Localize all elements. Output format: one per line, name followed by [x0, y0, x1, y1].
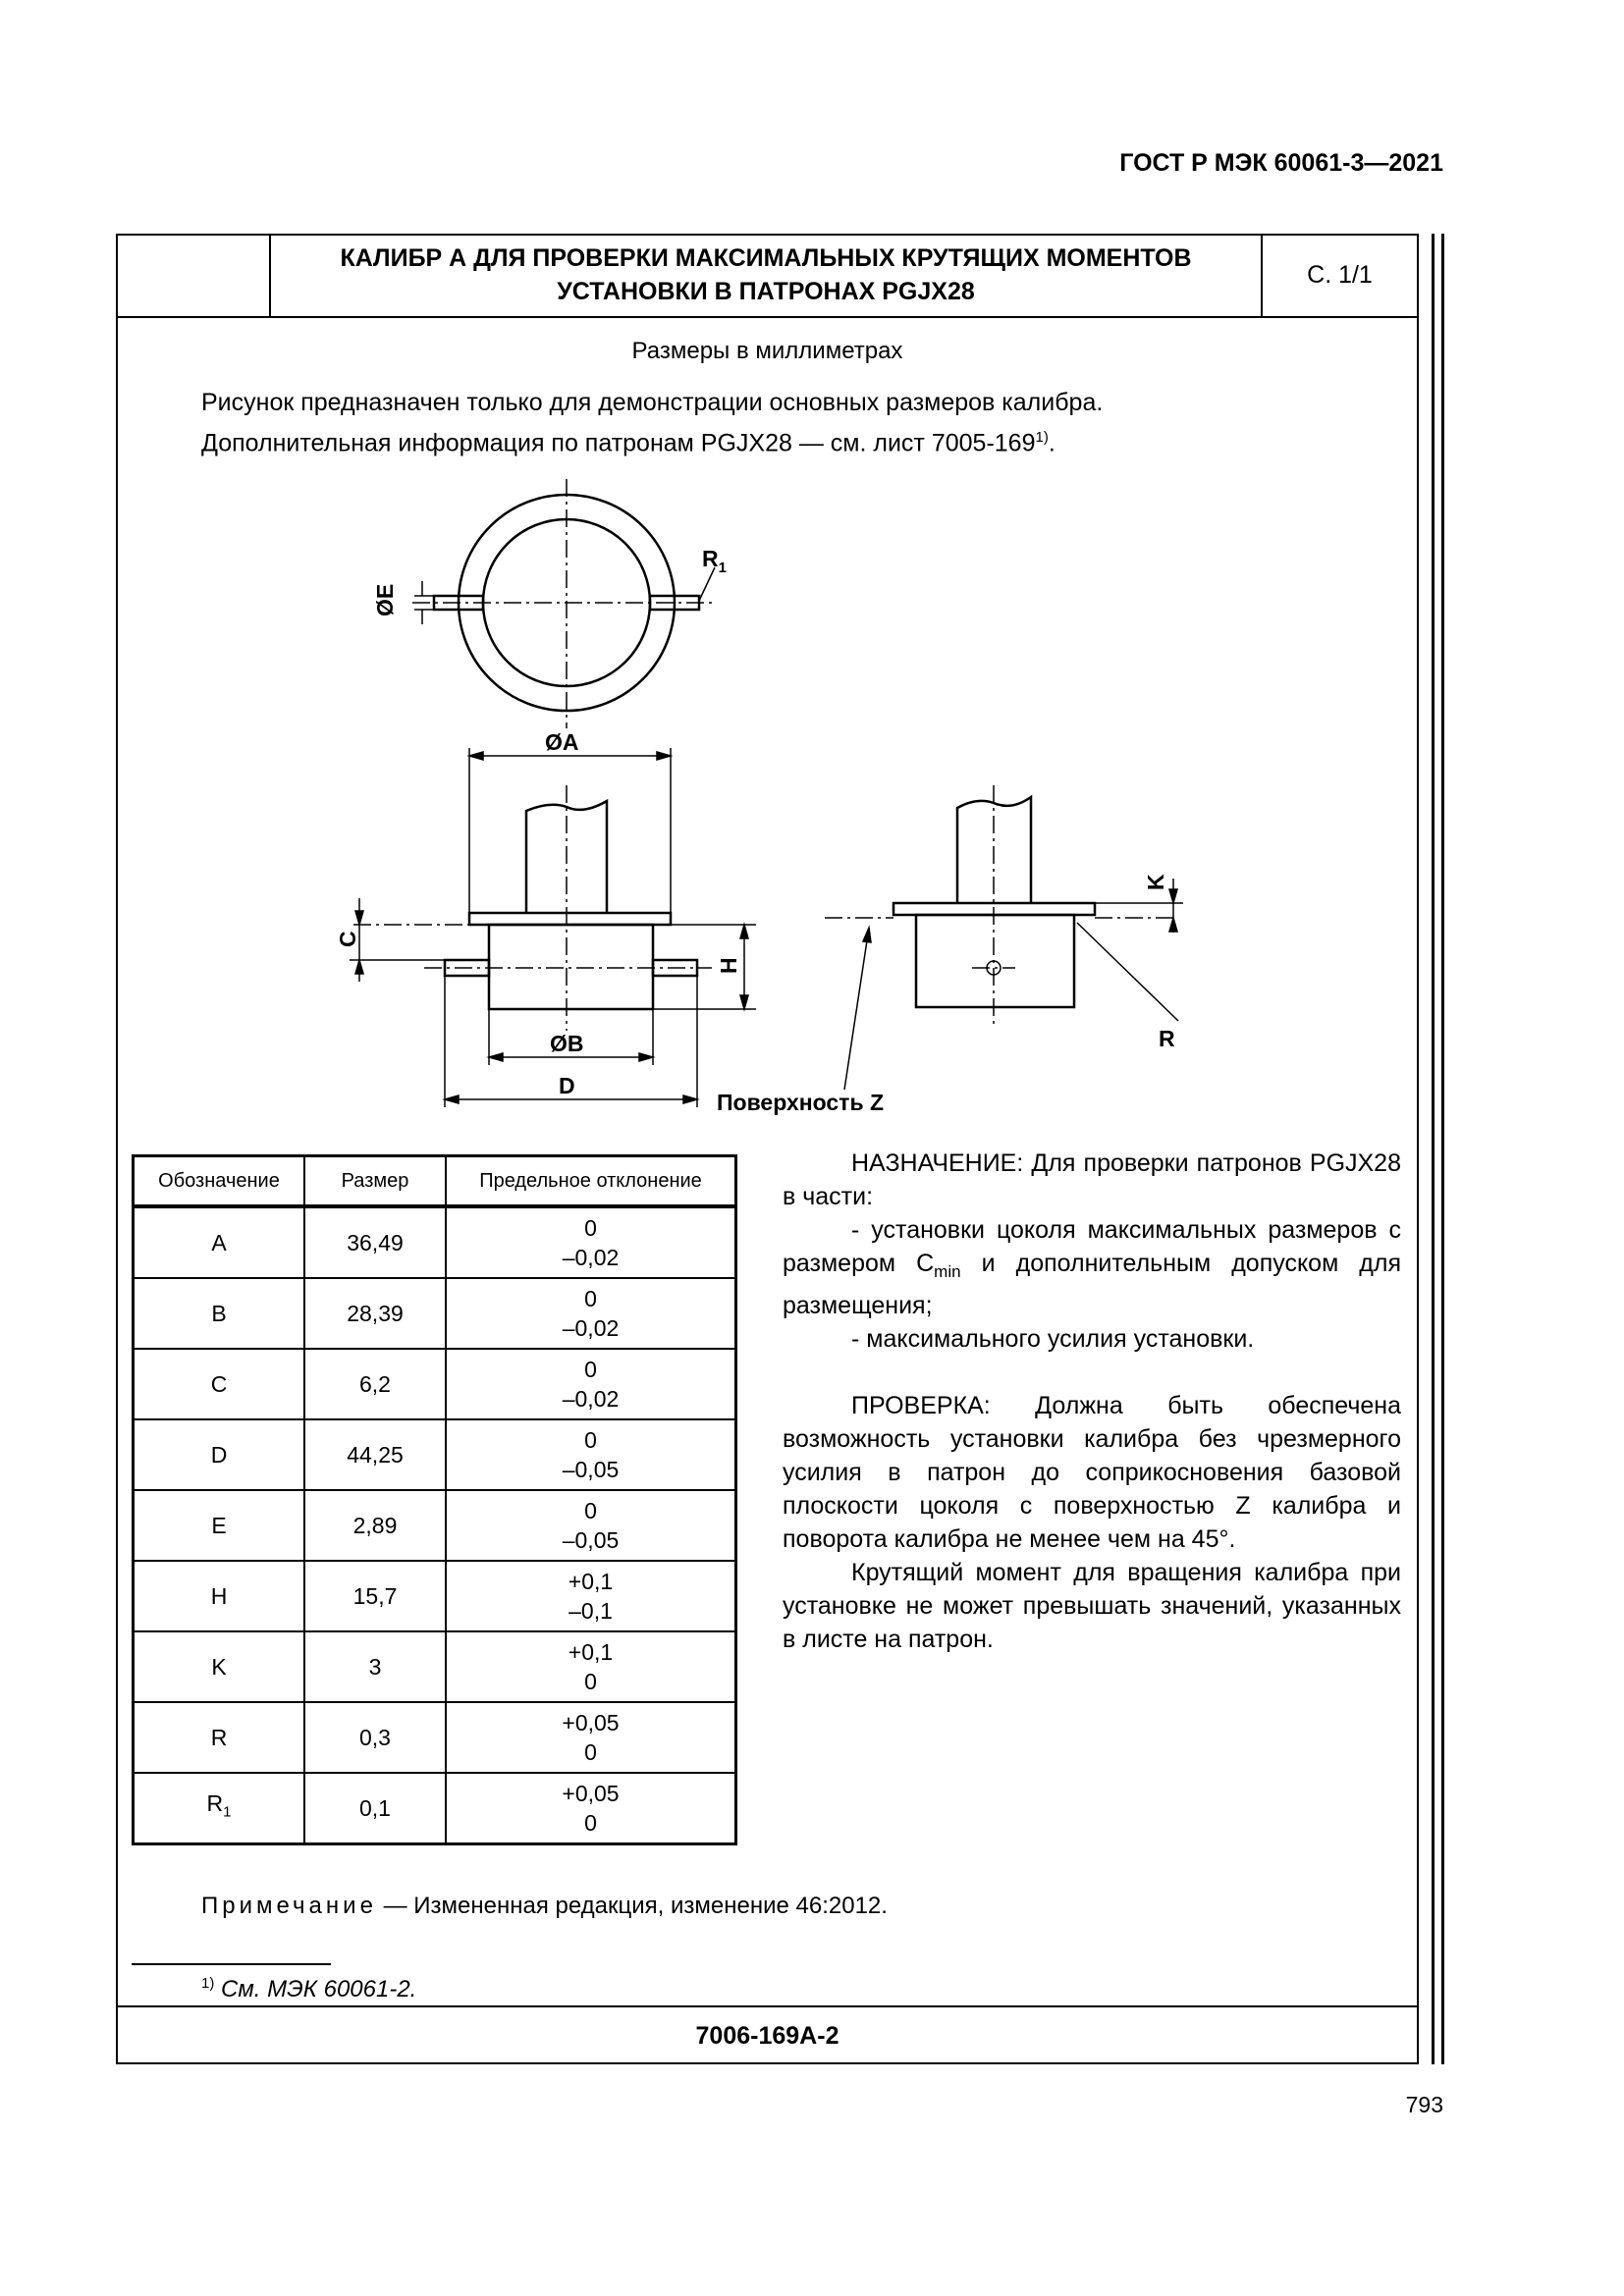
purpose-and-check-text — [783, 1147, 1401, 1656]
cell-deviation: +0,05 0 — [446, 1702, 736, 1773]
title-line-1: КАЛИБР А ДЛЯ ПРОВЕРКИ МАКСИМАЛЬНЫХ КРУТЯЩИХ МОМЕНТОВ — [340, 244, 1192, 272]
header-symbol: Обозначение — [134, 1156, 305, 1207]
cell-symbol: A — [134, 1206, 305, 1278]
cell-symbol: E — [134, 1490, 305, 1561]
gauge-drawing — [0, 0, 1624, 1139]
label-surface-z: Поверхность Z — [717, 1090, 885, 1115]
standard-header: ГОСТ Р МЭК 60061-3—2021 — [1119, 149, 1443, 177]
cell-size: 36,49 — [304, 1206, 446, 1278]
cell-size: 3 — [304, 1631, 446, 1702]
label-r1: $R_1$ — [702, 546, 727, 576]
body — [489, 925, 653, 1009]
cell-symbol: R — [134, 1702, 305, 1773]
cell-deviation: +0,1 0 — [446, 1631, 736, 1702]
check-paragraph: ПРОВЕРКА: Должна быть обеспечена возможность установки калибра без чрезмерного усилия в патрон до соприкосновения базовой плоскости цоколя с поверхностью Z калибра и поворота калибра не менее чем на 45°. — [783, 1392, 1401, 1553]
label-c: C — [335, 931, 360, 947]
footnote: $^{1)}$ См. МЭК 60061-2. — [201, 1975, 417, 2002]
title-line-2: УСТАНОВКИ В ПАТРОНАХ PGJX28 — [557, 278, 975, 305]
label-dia-b: ØB — [550, 1031, 584, 1056]
label-d: D — [559, 1073, 575, 1098]
label-dia-a: ØA — [545, 729, 579, 755]
cell-symbol: C — [134, 1349, 305, 1419]
flange-top — [469, 913, 671, 925]
table-row — [134, 1349, 736, 1419]
sheet-code: 7006-169A-2 — [116, 2005, 1419, 2064]
cell-symbol: K — [134, 1631, 305, 1702]
table-header-row — [134, 1156, 736, 1207]
table-row — [134, 1631, 736, 1702]
table-row — [134, 1773, 736, 1844]
cell-symbol: B — [134, 1278, 305, 1349]
purpose-item-1: - установки цоколя максимальных размеров с размером $C_{min}$ и дополнительным допуском для размещения; — [783, 1216, 1402, 1319]
cell-symbol: D — [134, 1419, 305, 1490]
cell-size: 2,89 — [304, 1490, 446, 1561]
torque-paragraph: Крутящий момент для вращения калибра при установке не может превышать значений, указанных в листе на патрон. — [783, 1559, 1401, 1653]
table-row — [134, 1490, 736, 1561]
label-dia-e: ØE — [372, 583, 398, 616]
cell-size: 15,7 — [304, 1561, 446, 1631]
purpose-paragraph: НАЗНАЧЕНИЕ: Для проверки патронов PGJX28 в части: — [783, 1149, 1401, 1210]
table-row — [134, 1206, 736, 1278]
cell-deviation: 0 –0,05 — [446, 1490, 736, 1561]
intro-line-2: Дополнительная информация по патронам PGJX28 — см. лист 7005-169$^{1)}$. — [201, 429, 1056, 457]
dimensions-table — [132, 1154, 737, 1845]
cell-size: 28,39 — [304, 1278, 446, 1349]
label-r: R — [1159, 1026, 1175, 1051]
cell-size: 44,25 — [304, 1419, 446, 1490]
label-k: K — [1143, 874, 1168, 890]
table-row — [134, 1702, 736, 1773]
dimensions-note: Размеры в миллиметрах — [631, 338, 903, 364]
header-deviation: Предельное отклонение — [446, 1156, 736, 1207]
cell-deviation: 0 –0,02 — [446, 1206, 736, 1278]
cell-symbol: $R_1$ — [134, 1773, 305, 1844]
table-row — [134, 1278, 736, 1349]
table-row — [134, 1419, 736, 1490]
table-row — [134, 1561, 736, 1631]
cell-deviation: 0 –0,02 — [446, 1278, 736, 1349]
note: Примечание — Измененная редакция, изменение 46:2012. — [201, 1893, 888, 1919]
intro-line-1: Рисунок предназначен только для демонстрации основных размеров калибра. — [201, 389, 1104, 416]
purpose-item-2: - максимального усилия установки. — [851, 1325, 1255, 1353]
page-number: 793 — [1405, 2092, 1443, 2117]
cell-deviation: +0,05 0 — [446, 1773, 736, 1844]
cell-deviation: +0,1 –0,1 — [446, 1561, 736, 1631]
cell-size: 6,2 — [304, 1349, 446, 1419]
label-h: H — [716, 957, 741, 974]
cell-size: 0,3 — [304, 1702, 446, 1773]
cell-symbol: H — [134, 1561, 305, 1631]
header-size: Размер — [304, 1156, 446, 1207]
cell-size: 0,1 — [304, 1773, 446, 1844]
footnote-rule — [132, 1963, 331, 1965]
cell-deviation: 0 –0,02 — [446, 1349, 736, 1419]
sheet-number: С. 1/1 — [1307, 260, 1373, 289]
cell-deviation: 0 –0,05 — [446, 1419, 736, 1490]
